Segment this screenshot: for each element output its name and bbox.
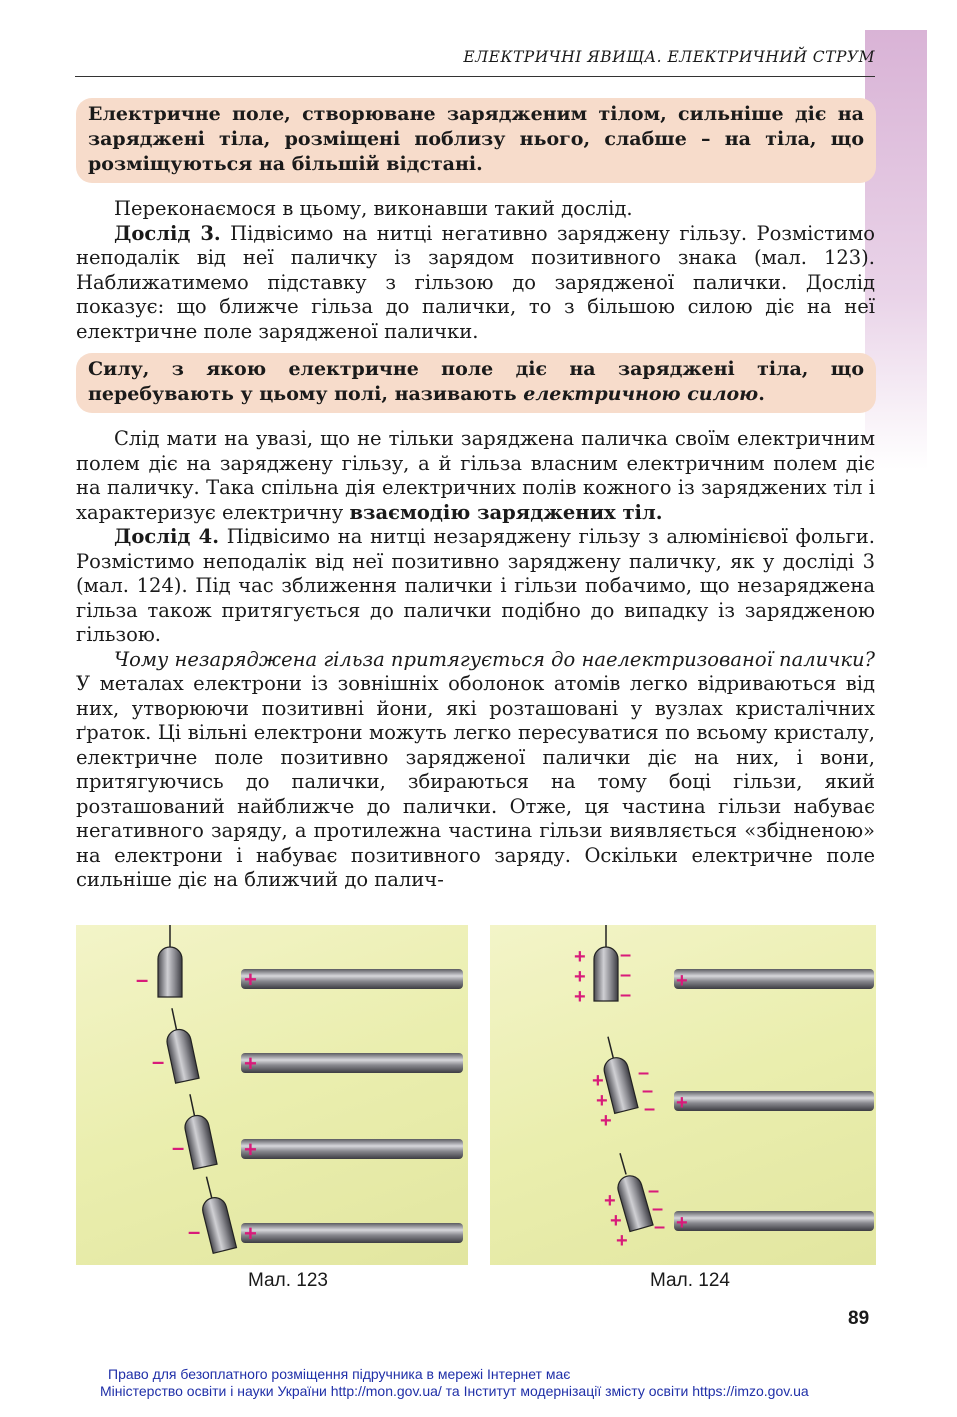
capsule-4	[200, 1195, 236, 1253]
paragraph-experiment-4	[76, 525, 875, 648]
rod-2	[674, 1091, 874, 1111]
plus-sign: +	[600, 1110, 612, 1132]
figure-123-drawing	[76, 925, 468, 1265]
interaction-text: Слід мати на увазі, що не тільки заряджена паличка своїм електричним полем діє на заряджену гільзу, а й гільза власним електричним полем діє на паличку. Така спільна дія електричних полів кожного із заряджених тіл і характеризує електричну	[76, 427, 875, 524]
rod-1	[241, 969, 463, 989]
charges-123	[136, 967, 257, 1246]
minus-sign: –	[652, 1198, 664, 1220]
experiment-4-text: Підвісимо на нитці незаряджену гільзу з алюмінієвої фольги. Розмістимо неподалік від неї позитивно заряджену паличку, як у досліді 3 (мал. 124). Під час зближення палички і гільзи побачимо, що незаряджена гільза також притягується до палички подібно до випадку із зарядженою гільзою.	[76, 525, 875, 646]
plus-sign: +	[244, 1051, 257, 1076]
footer-line-1: Право для безоплатного розміщення підручника в мережі Інтернет має	[108, 1366, 571, 1382]
capsule-3	[183, 1113, 217, 1169]
minus-sign: –	[136, 967, 149, 992]
minus-sign: –	[172, 1135, 185, 1160]
footer-license	[100, 1366, 880, 1400]
definition-box-electric-force	[76, 353, 876, 413]
plus-sign: +	[596, 1090, 608, 1112]
plus-sign: +	[592, 1070, 604, 1092]
intro-text: Переконаємося в цьому, виконавши такий дослід.	[114, 197, 633, 220]
foil-capsules	[158, 925, 236, 1253]
rod-1	[674, 969, 874, 989]
minus-sign: –	[188, 1219, 201, 1244]
definition-force-term: електричною силою	[523, 383, 759, 405]
interaction-term: взаємодію заряджених тіл	[349, 500, 656, 524]
capsule-1	[158, 947, 182, 997]
rod-3	[241, 1139, 463, 1159]
explanation-text: У металах електрони із зовнішніх оболонок атомів легко відриваються від них, утворюючи позитивні йони, які розташовані у вузлах кристалічних ґраток. Ці вільні електрони можуть легко пересуватися по всьому кристалу, електричне поле позитивно зарядженої палички діє на них, і вони, притягуючись до палички, збираються на тому боці гільзи, який розташований найближче до палички. Отже, ця частина гільзи набуває негативного заряду, а протилежна частина гільзи виявляється «збідненою» на електрони і набуває позитивного заряду. Оскільки електричне поле сильніше діє на ближчий до палич-	[76, 672, 875, 891]
paragraph-experiment-3	[76, 222, 875, 345]
plus-sign: +	[616, 1230, 628, 1252]
explanation-question: Чому незаряджена гільза притягується до наелектризованої палички?	[114, 647, 875, 671]
plus-sign: +	[244, 967, 257, 992]
minus-sign: –	[620, 964, 632, 986]
experiment-3-label: Дослід 3.	[114, 221, 221, 245]
plus-sign: +	[610, 1210, 622, 1232]
minus-sign: –	[648, 1180, 660, 1202]
figure-124-drawing	[490, 925, 876, 1265]
definition-text: Електричне поле, створюване зарядженим тілом, сильніше діє на заряджені тіла, розміщені поблизу нього, слабше – на тіла, що розміщуються на більшій відстані.	[88, 103, 864, 175]
experiment-4-label: Дослід 4.	[114, 525, 220, 548]
minus-sign: –	[620, 944, 632, 966]
plus-sign: +	[604, 1190, 616, 1212]
minus-sign: –	[644, 1098, 656, 1120]
definition-force-end: .	[758, 383, 765, 405]
plus-sign: +	[244, 1137, 257, 1162]
charged-rods	[674, 969, 874, 1231]
plus-sign: +	[676, 1212, 688, 1234]
capsule-1	[594, 947, 618, 1001]
page-number: 89	[848, 1308, 870, 1329]
definition-force-text: Силу, з якою електричне поле діє на заряджені тіла, що перебувають у цьому полі, називають	[88, 358, 864, 405]
minus-sign: –	[642, 1080, 654, 1102]
charged-rods	[241, 969, 463, 1243]
text-block-2	[76, 427, 875, 893]
minus-sign: –	[638, 1062, 650, 1084]
interaction-end: .	[655, 500, 663, 524]
figure-124-caption: Мал. 124	[650, 1270, 730, 1291]
figure-123-caption: Мал. 123	[248, 1270, 328, 1291]
figure-124	[490, 925, 876, 1265]
plus-sign: +	[676, 1092, 688, 1114]
experiment-3-text: Підвісимо на нитці негативно заряджену гільзу. Розмістимо неподалік від неї паличку із зарядом позитивного знака (мал. 123). Наближатимемо підставку з гільзою до зарядженої палички. Дослід показує: що ближче гільза до палички, то з більшою силою діє на неї електричне поле зарядженої палички.	[76, 221, 875, 343]
paragraph-explanation	[76, 648, 875, 893]
rod-3	[674, 1211, 874, 1231]
running-header	[75, 48, 875, 77]
figure-123	[76, 925, 468, 1265]
rod-2	[241, 1053, 463, 1073]
capsule-2	[165, 1027, 199, 1083]
plus-sign: +	[676, 970, 688, 992]
plus-sign: +	[244, 1221, 257, 1246]
definition-box-field-strength	[76, 98, 876, 183]
footer-line-2: Міністерство освіти і науки України http://mon.gov.ua/ та Інститут модернізації змісту освіти https://imzo.gov.ua	[100, 1383, 809, 1399]
minus-sign: –	[152, 1049, 165, 1074]
plus-sign: +	[574, 946, 586, 968]
rod-4	[241, 1223, 463, 1243]
header-title: ЕЛЕКТРИЧНІ ЯВИЩА. ЕЛЕКТРИЧНИЙ СТРУМ	[463, 48, 875, 66]
paragraph-interaction	[76, 427, 875, 525]
minus-sign: –	[654, 1216, 666, 1238]
minus-sign: –	[620, 984, 632, 1006]
text-block-1	[76, 197, 875, 344]
plus-sign: +	[574, 986, 586, 1008]
paragraph-intro	[76, 197, 875, 222]
plus-sign: +	[574, 966, 586, 988]
